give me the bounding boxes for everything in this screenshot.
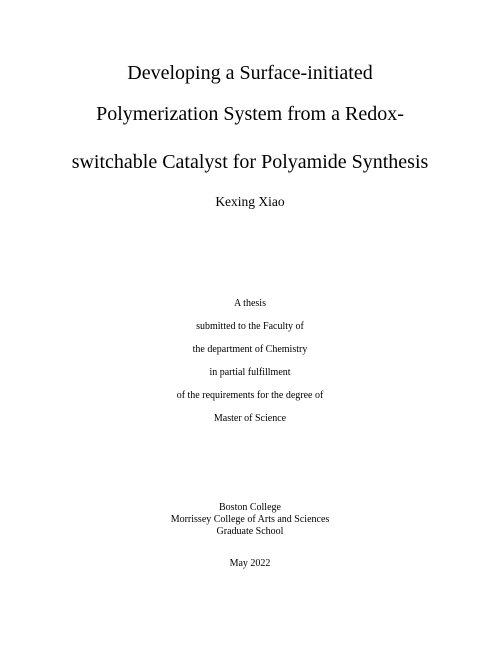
date: May 2022: [229, 558, 271, 569]
statement-line-4: in partial fulfillment: [209, 367, 291, 378]
institution-line-3: Graduate School: [216, 526, 284, 537]
statement-line-2: submitted to the Faculty of: [196, 321, 304, 332]
statement-line-5: of the requirements for the degree of: [176, 390, 324, 401]
title-line-3: switchable Catalyst for Polyamide Synthesis: [71, 151, 429, 173]
author-name: Kexing Xiao: [215, 194, 285, 209]
statement-line-3: the department of Chemistry: [192, 344, 308, 355]
statement-line-6: Master of Science: [213, 413, 287, 424]
title-line-2: Polymerization System from a Redox-: [96, 103, 404, 125]
statement-line-1: A thesis: [234, 298, 266, 309]
title-line-1: Developing a Surface-initiated: [127, 62, 373, 84]
institution-line-2: Morrissey College of Arts and Sciences: [170, 514, 330, 525]
institution-line-1: Boston College: [219, 502, 281, 513]
